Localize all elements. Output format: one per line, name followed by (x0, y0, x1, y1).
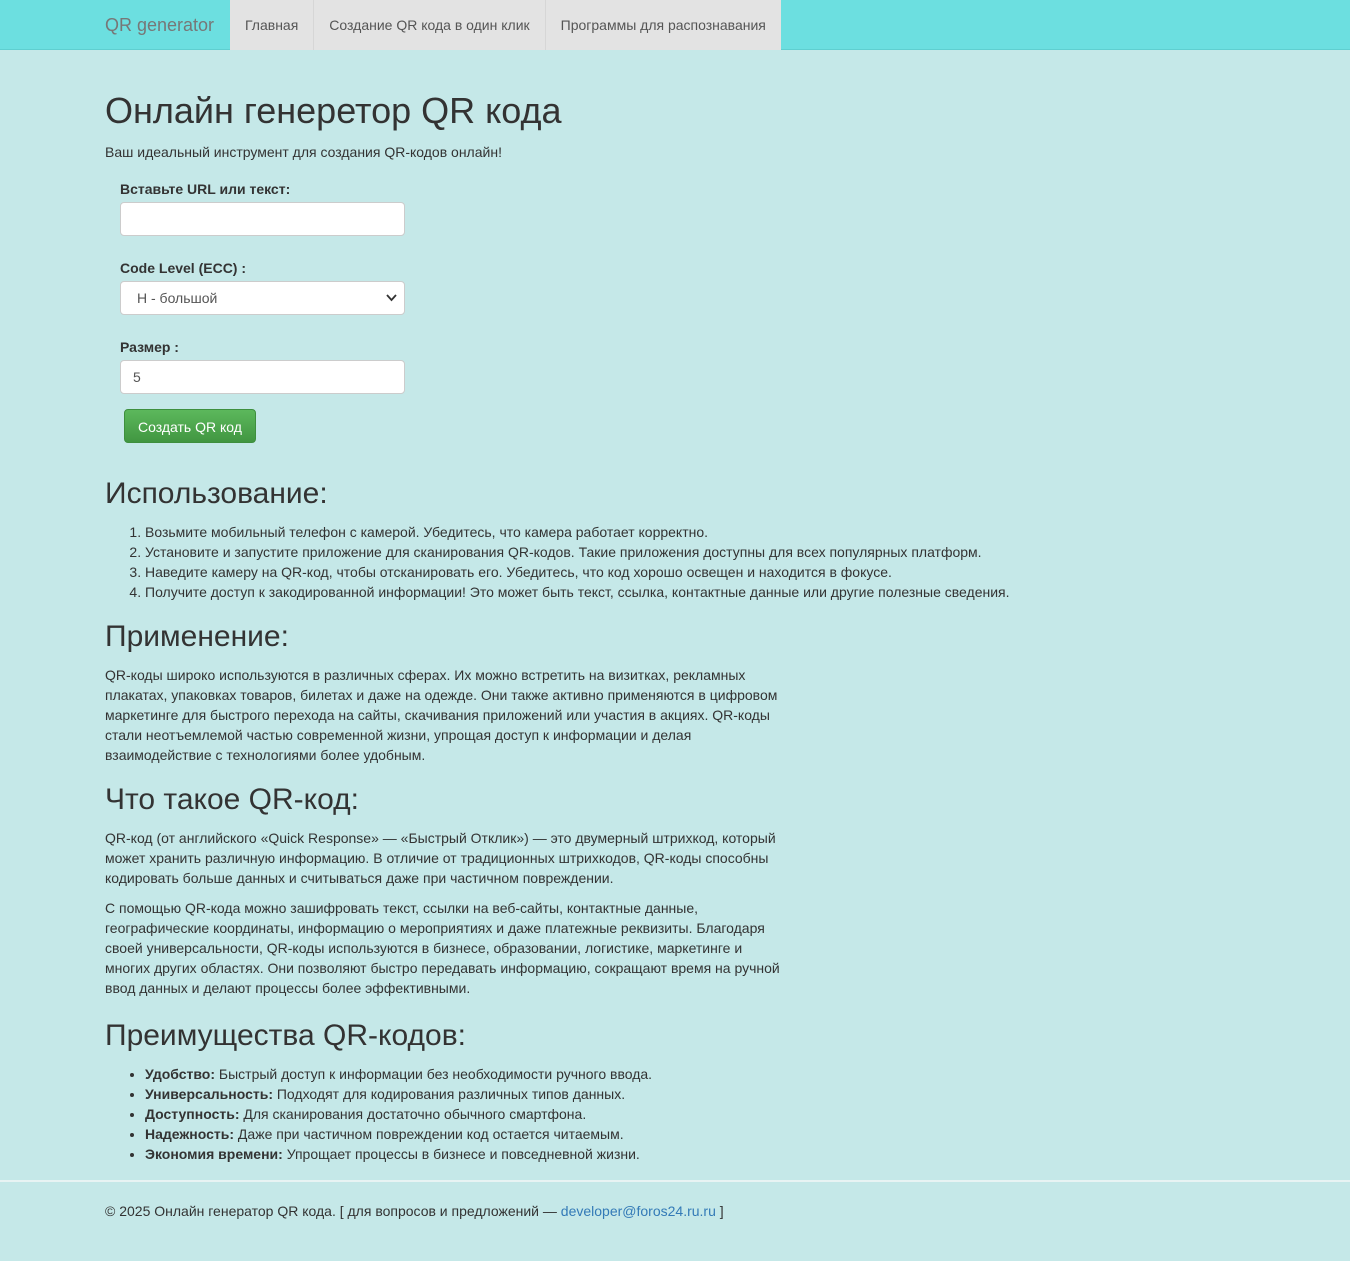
brand-link[interactable]: QR generator (105, 15, 215, 35)
whatis-paragraph-2: С помощью QR-кода можно зашифровать текст, ссылки на веб-сайты, контактные данные, географические координаты, информацию о мероприятиях и даже платежные реквизиты. Благодаря своей универсальности, QR-коды используются в бизнесе, образовании, логистике, маркетинге и многих других областях. Они позволяют быстро передавать информацию, сокращают время на ручной ввод данных и делают процессы более эффективными. (105, 900, 780, 996)
list-item (145, 1104, 1245, 1124)
advantage-text: Для сканирования достаточно обычного смартфона. (239, 1106, 587, 1122)
url-label: Вставьте URL или текст: (120, 181, 291, 197)
size-label: Размер : (120, 339, 179, 355)
advantage-text: Быстрый доступ к информации без необходимости ручного ввода. (215, 1066, 653, 1082)
nav-item-recognition-programs[interactable]: Программы для распознавания (560, 17, 766, 33)
lead-text: Ваш идеальный инструмент для создания QR-кодов онлайн! (105, 144, 502, 160)
advantages-list (105, 1064, 1245, 1164)
list-item: 3. Наведите камеру на QR-код, чтобы отсканировать его. Убедитесь, что код хорошо освещен и находится в фокусе. (145, 562, 1245, 582)
advantage-term: Удобство: (145, 1066, 216, 1082)
advantage-text: Упрощает процессы в бизнесе и повседневной жизни. (282, 1146, 640, 1162)
nav-menu (230, 0, 781, 50)
main-container (105, 50, 1245, 1164)
list-item (145, 1084, 1245, 1104)
nav-item-home[interactable]: Главная (230, 0, 314, 50)
nav-item-one-click[interactable]: Создание QR кода в один клик (314, 0, 545, 50)
qr-form (105, 179, 1245, 443)
chevron-down-icon (386, 282, 397, 326)
footer-text: © 2025 Онлайн генератор QR кода. [ для вопросов и предложений — (105, 1203, 561, 1219)
ecc-group (120, 258, 405, 315)
advantage-term: Экономия времени: (145, 1146, 283, 1162)
advantage-term: Надежность: (145, 1126, 235, 1142)
list-item: 2. Установите и запустите приложение для сканирования QR-кодов. Такие приложения доступны для всех популярных платформ. (145, 542, 1245, 562)
usage-heading: Использование: (105, 477, 328, 510)
list-item: 4. Получите доступ к закодированной информации! Это может быть текст, ссылка, контактные данные или другие полезные сведения. (145, 582, 1245, 602)
size-group (120, 337, 405, 394)
footer-divider (0, 1180, 1350, 1182)
list-item: 1. Возьмите мобильный телефон с камерой. Убедитесь, что камера работает корректно. (145, 522, 1245, 542)
size-input[interactable] (120, 360, 405, 394)
list-item (145, 1124, 1245, 1144)
ecc-select[interactable] (120, 281, 405, 315)
advantage-text: Подходят для кодирования различных типов данных. (272, 1086, 626, 1102)
footer-close: ] (715, 1203, 724, 1219)
application-text: QR-коды широко используются в различных сферах. Их можно встретить на визитках, рекламных плакатах, упаковках товаров, билетах и даже на одежде. Они также активно применяются в цифровом маркетинге для быстрого перехода на сайты, скачивания приложений или участия в акциях. QR-коды стали неотъемлемой частью современной жизни, упрощая доступ к информации и делая взаимодействие с технологиями более удобным. (105, 667, 778, 763)
advantage-term: Универсальность: (145, 1086, 273, 1102)
footer (105, 1201, 724, 1221)
ecc-selected-value: H - большой (137, 290, 218, 306)
create-qr-button[interactable]: Создать QR код (124, 409, 256, 443)
footer-email-link[interactable]: developer@foros24.ru.ru (560, 1203, 716, 1219)
navbar (0, 0, 1350, 50)
application-heading: Применение: (105, 620, 289, 653)
url-input[interactable] (120, 202, 405, 236)
advantages-heading: Преимущества QR-кодов: (105, 1019, 466, 1052)
whatis-heading: Что такое QR-код: (105, 783, 359, 816)
usage-list (105, 522, 1245, 602)
list-item (145, 1144, 1245, 1164)
page-title: Онлайн генеретор QR кода (105, 90, 562, 131)
advantage-text: Даже при частичном повреждении код остается читаемым. (234, 1126, 624, 1142)
whatis-paragraph-1: QR-код (от английского «Quick Response» — «Быстрый Отклик») — это двумерный штрихкод, который может хранить различную информацию. В отличие от традиционных штрихкодов, QR-коды способны кодировать больше данных и считываться даже при частичном повреждении. (105, 830, 776, 886)
url-group (120, 179, 405, 236)
ecc-label: Code Level (ECC) : (120, 260, 247, 276)
list-item (145, 1064, 1245, 1084)
advantage-term: Доступность: (145, 1106, 240, 1122)
